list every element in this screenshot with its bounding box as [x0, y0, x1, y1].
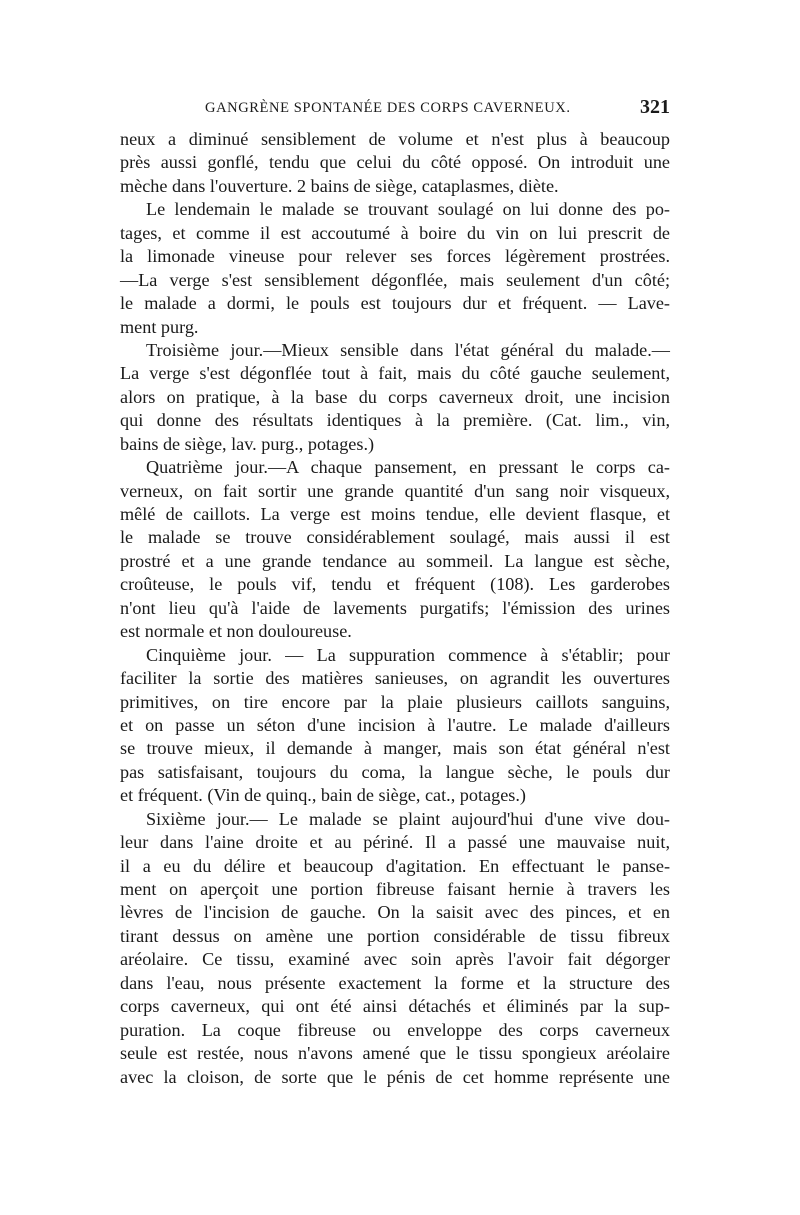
text-line: le malade a dormi, le pouls est toujours dur et fréquent. — Lave- — [120, 293, 670, 314]
text-line: neux a diminué sensiblement de volume et n'est plus à beaucoup — [120, 129, 670, 149]
text-line: primitives, on tire encore par la plaie plusieurs caillots sanguins, — [120, 691, 670, 712]
text-line: ment on aperçoit une portion fibreuse faisant hernie à travers les — [120, 879, 670, 899]
text-line: tages, et comme il est accoutumé à boire du vin on lui prescrit de — [120, 222, 670, 243]
text-line: mêlé de caillots. La verge est moins tendue, elle devient flasque, et — [120, 504, 670, 524]
text-line: —La verge s'est sensiblement dégonflée, mais seulement d'un côté; — [120, 269, 670, 290]
text-line: Quatrième jour.—A chaque pansement, en pressant le corps ca- — [146, 457, 670, 478]
text-line: se trouve mieux, il demande à manger, mais son état général n'est — [120, 738, 670, 759]
text-line: près aussi gonflé, tendu que celui du côté opposé. On introduit une — [120, 152, 670, 173]
body-text — [120, 128, 670, 1089]
text-line: Troisième jour.—Mieux sensible dans l'état général du malade.— — [146, 339, 670, 360]
text-line: il a eu du délire et beaucoup d'agitation. En effectuant le panse- — [120, 855, 670, 876]
text-line: dans l'eau, nous présente exactement la forme et la structure des — [120, 972, 670, 993]
page-number: 321 — [640, 96, 670, 118]
text-line: aréolaire. Ce tissu, examiné avec soin après l'avoir fait dégorger — [120, 949, 670, 970]
text-line: n'ont lieu qu'à l'aide de lavements purgatifs; l'émission des urines — [120, 597, 670, 618]
text-line: puration. La coque fibreuse ou enveloppe des corps caverneux — [120, 1019, 670, 1040]
text-line: La verge s'est dégonflée tout à fait, mais du côté gauche seulement, — [120, 363, 670, 384]
text-line: est normale et non douloureuse. — [120, 621, 352, 642]
text-line: leur dans l'aine droite et au périné. Il a passé une mauvaise nuit, — [120, 832, 670, 853]
text-line: et fréquent. (Vin de quinq., bain de siège, cat., potages.) — [120, 785, 526, 806]
text-line: faciliter la sortie des matières sanieuses, on agrandit les ouvertures — [120, 668, 670, 689]
page-header — [120, 96, 670, 120]
running-title: GANGRÈNE SPONTANÉE DES CORPS CAVERNEUX. — [205, 100, 571, 116]
text-line: bains de siège, lav. purg., potages.) — [120, 433, 375, 454]
text-line: alors on pratique, à la base du corps caverneux droit, une incision — [120, 386, 670, 407]
text-line: verneux, on fait sortir une grande quantité d'un sang noir visqueux, — [120, 480, 670, 501]
text-line: Cinquième jour. — La suppuration commence à s'établir; pour — [146, 644, 670, 665]
text-line: croûteuse, le pouls vif, tendu et fréquent (108). Les garderobes — [120, 574, 670, 595]
text-line: ment purg. — [120, 316, 199, 337]
text-line: lèvres de l'incision de gauche. On la saisit avec des pinces, et en — [120, 902, 670, 923]
text-line: tirant dessus on amène une portion considérable de tissu fibreux — [120, 925, 670, 946]
text-line: prostré et a une grande tendance au sommeil. La langue est sèche, — [120, 550, 670, 571]
text-line: et on passe un séton d'une incision à l'autre. Le malade d'ailleurs — [120, 714, 670, 735]
text-line: avec la cloison, de sorte que le pénis de cet homme représente une — [120, 1066, 670, 1087]
text-line: Le lendemain le malade se trouvant soulagé on lui donne des po- — [146, 199, 670, 220]
text-line: le malade se trouve considérablement soulagé, mais aussi il est — [120, 527, 670, 548]
text-line: corps caverneux, qui ont été ainsi détachés et éliminés par la sup- — [120, 996, 670, 1017]
text-line: pas satisfaisant, toujours du coma, la langue sèche, le pouls dur — [120, 761, 670, 782]
text-line: la limonade vineuse pour relever ses forces légèrement prostrées. — [120, 246, 670, 267]
text-line: Sixième jour.— Le malade se plaint aujourd'hui d'une vive dou- — [146, 808, 670, 829]
text-line: qui donne des résultats identiques à la première. (Cat. lim., vin, — [120, 410, 670, 431]
text-line: mèche dans l'ouverture. 2 bains de siège, cataplasmes, diète. — [120, 175, 559, 196]
text-line: seule est restée, nous n'avons amené que le tissu spongieux aréolaire — [120, 1043, 670, 1064]
